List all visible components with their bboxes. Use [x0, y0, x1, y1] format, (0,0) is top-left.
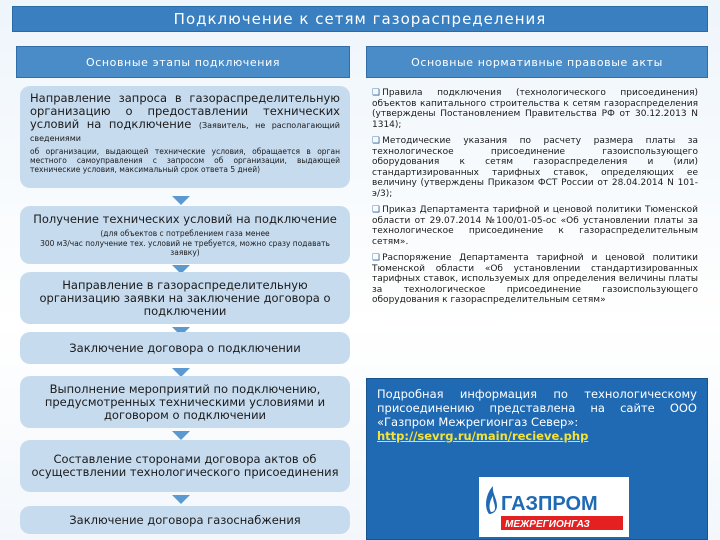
- step-receive-tech-conditions: [20, 206, 350, 264]
- flow-arrow: [172, 495, 190, 504]
- step-2-text: Получение технических условий на подключение (для объектов с потреблением газа менее: [33, 212, 337, 238]
- step-send-application: [20, 272, 350, 324]
- step-7-text: Заключение договора газоснабжения: [69, 512, 301, 527]
- page-title: Подключение к сетям газораспределения: [12, 6, 708, 32]
- step-draw-up-acts: [20, 440, 350, 492]
- info-text: Подробная информация по технологическому присоединению представлена на сайте ООО «Газпром Межрегионгаз Север»: http://sevrg.ru/main/recieve.php: [377, 387, 697, 443]
- legal-act-item: ❏ Правила подключения (технологического присоединения) объектов капитального строительства к сетям газораспределения (утверждены Постановлением Правительства РФ от 30.12.2013 N 1314);: [372, 88, 698, 130]
- step-6-text: Составление сторонами договора актов об осуществлении технологического присоединения: [31, 452, 339, 479]
- step-3-text: Направление в газораспределительную организацию заявки на заключение договора о подключении: [39, 277, 331, 318]
- logo-main-text: ГАЗПРОМ: [501, 493, 598, 515]
- website-link[interactable]: http://sevrg.ru/main/recieve.php: [377, 429, 589, 443]
- gazprom-flame-icon: [481, 480, 627, 534]
- step-conclude-connection-contract: [20, 332, 350, 364]
- step-1-text: Направление запроса в газораспределительную организацию о предоставлении технических условий на подключение (Заявитель, не располагающий сведениями: [30, 91, 340, 143]
- legal-acts-list: [372, 88, 698, 312]
- info-box: [366, 378, 708, 540]
- gazprom-logo: [479, 477, 629, 537]
- step-request-tech-conditions: [20, 86, 350, 188]
- stages-header: Основные этапы подключения: [16, 46, 350, 78]
- step-4-text: Заключение договора о подключении: [69, 340, 301, 355]
- legal-acts-header: Основные нормативные правовые акты: [366, 46, 708, 78]
- step-1-note: об организации, выдающей технические условия, обращается в орган местного самоуправления с запросом об организации, выдающей технические условия, максимальный срок ответа 5 дней): [30, 147, 340, 174]
- flow-arrow: [172, 431, 190, 440]
- legal-act-item: ❏ Приказ Департамента тарифной и ценовой политики Тюменской области от 29.07.2014 №100/01-05-ос «Об установлении платы за технологическое присоединение к газораспределительным сетям».: [372, 205, 698, 247]
- checkbox-bullet-icon: ❏: [372, 136, 381, 146]
- checkbox-bullet-icon: ❏: [372, 205, 381, 215]
- checkbox-bullet-icon: ❏: [372, 253, 381, 263]
- legal-act-item: ❏ Распоряжение Департамента тарифной и ценовой политики Тюменской области «Об установлении стандартизированных тарифных ставок, используемых для определения величины платы за технологическое присоединение газоиспользующего оборудования к газораспределительным сетям»: [372, 253, 698, 305]
- step-conclude-gas-supply-contract: [20, 506, 350, 534]
- flow-arrow: [172, 196, 190, 205]
- logo-sub-text: МЕЖРЕГИОНГАЗ: [505, 519, 590, 530]
- step-perform-connection-measures: [20, 376, 350, 428]
- step-2-note: 300 м3/час получение тех. условий не требуется, можно сразу подавать заявку): [40, 239, 330, 257]
- checkbox-bullet-icon: ❏: [372, 88, 381, 98]
- step-5-text: Выполнение мероприятий по подключению, предусмотренных техническими условиями и договором о подключении: [44, 381, 326, 422]
- legal-act-item: ❏ Методические указания по расчету размера платы за технологическое присоединение газоиспользующего оборудования к сетям газораспределения и (или) стандартизированных тарифных ставок, определяющих ее величину (утверждены Приказом ФСТ России от 28.04.2014 N 101-э/3);: [372, 136, 698, 199]
